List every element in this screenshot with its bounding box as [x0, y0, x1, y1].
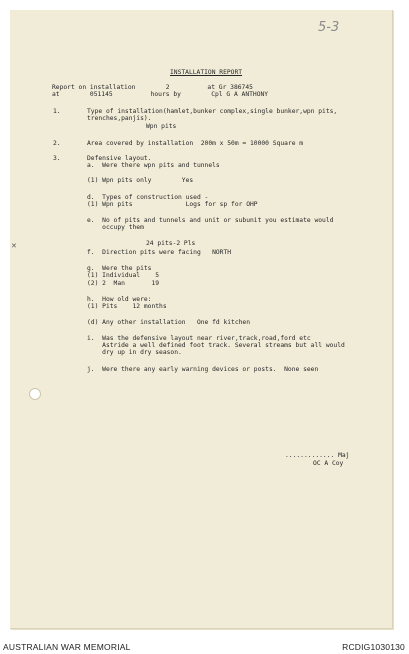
question-3j: j. Were there any early warning devices or posts. None seen — [87, 366, 319, 373]
question-3g: g. Were the pits — [87, 265, 152, 272]
report-on-line: Report on installation 2 at Gr 386745 — [52, 84, 253, 91]
punch-hole — [29, 388, 41, 400]
question-3e-line-1: e. No of pits and tunnels and unit or subunit you estimate would — [87, 217, 334, 224]
question-1-line-2: trenches,panjis). — [87, 115, 152, 122]
question-1-line-1: Type of installation(hamlet,bunker complex,single bunker,wpn pits, — [87, 108, 338, 115]
question-3-number: 3. — [53, 155, 61, 162]
page-title: INSTALLATION REPORT — [170, 69, 243, 76]
footer-source: AUSTRALIAN WAR MEMORIAL — [3, 642, 131, 652]
question-3h-answer: (1) Pits 12 months — [87, 303, 167, 310]
question-3-heading: Defensive layout. — [87, 155, 152, 162]
question-3a: a. Were there wpn pits and tunnels — [87, 162, 220, 169]
question-3g-answer-2: (2) 2 Man 19 — [87, 280, 160, 287]
at-hours-line: at 051145 hours by Cpl G A ANTHONY — [52, 91, 269, 98]
question-3d: d. Types of construction used - — [87, 194, 209, 201]
margin-mark: ✕ — [11, 242, 17, 250]
question-3i-line-2: Astride a well defined foot track. Several streams but all would — [87, 342, 345, 349]
question-3g-answer-1: (1) Individual 5 — [87, 272, 160, 279]
question-1-answer: Wpn pits — [146, 123, 177, 130]
question-3-other-installation: (d) Any other installation One fd kitchen — [87, 319, 251, 326]
handwritten-reference: 5-3 — [318, 20, 340, 35]
question-3i-line-1: i. Was the defensive layout near river,track,road,ford etc — [87, 335, 311, 342]
question-3e-answer: 24 pits-2 Pls — [146, 240, 196, 247]
question-3a-answer: (1) Wpn pits only Yes — [87, 177, 194, 184]
question-2-number: 2. — [53, 140, 61, 147]
signature-line: ............. Maj — [285, 452, 350, 459]
question-2-line: Area covered by installation 200m x 50m = 10000 Square m — [87, 140, 304, 147]
question-3i-line-3: dry up in dry season. — [87, 349, 182, 356]
question-3e-line-2: occupy them — [87, 224, 144, 231]
question-3f: f. Direction pits were facing NORTH — [87, 249, 232, 256]
signature-title: OC A Coy — [313, 460, 344, 467]
question-3h: h. How old were: — [87, 296, 152, 303]
question-3d-answer: (1) Wpn pits Logs for sp for OHP — [87, 201, 258, 208]
footer-reference-id: RCDIG1030130 — [342, 642, 405, 652]
question-1-number: 1. — [53, 108, 61, 115]
